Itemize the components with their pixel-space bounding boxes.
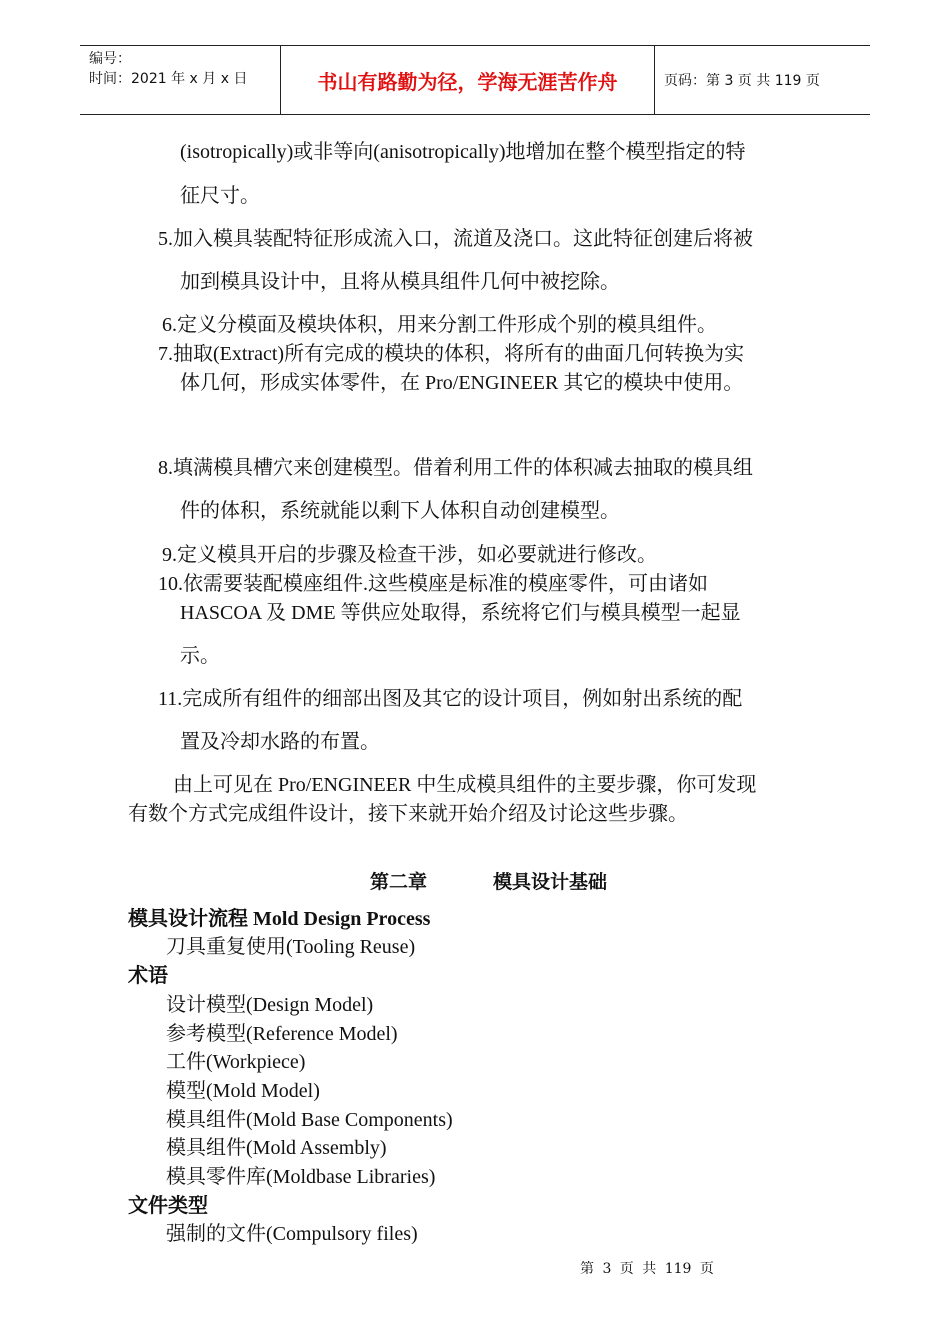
term-item: 模具组件(Mold Base Components) — [166, 1109, 453, 1131]
step-7-line: 体几何，形成实体零件，在 Pro/ENGINEER 其它的模块中使用。 — [180, 372, 744, 394]
file-type-item: 强制的文件(Compulsory files) — [166, 1223, 418, 1245]
step-10-line: 10.依需要装配模座组件.这些模座是标准的模座零件，可由诸如 — [158, 573, 708, 595]
header-page-info: 页码：第 3 页 共 119 页 — [664, 73, 820, 89]
chapter-number: 第二章 — [370, 871, 428, 893]
step-11-line: 11.完成所有组件的细部出图及其它的设计项目，例如射出系统的配 — [158, 688, 743, 710]
chapter-title: 模具设计基础 — [493, 871, 608, 893]
outline-item: 刀具重复使用(Tooling Reuse) — [166, 936, 416, 958]
page-header — [80, 45, 870, 115]
section-heading: 模具设计流程 Mold Design Process — [128, 908, 431, 930]
term-item: 模具零件库(Moldbase Libraries) — [166, 1166, 436, 1188]
term-item: 模具组件(Mold Assembly) — [166, 1137, 387, 1159]
body-line: (isotropically)或非等向(anisotropically)地增加在整个模型指定的特 — [180, 141, 746, 163]
header-page-cell — [655, 46, 870, 114]
section-heading: 文件类型 — [128, 1195, 208, 1217]
term-item: 设计模型(Design Model) — [166, 994, 374, 1016]
summary-line: 由上可见在 Pro/ENGINEER 中生成模具组件的主要步骤，你可发现 — [173, 774, 757, 796]
header-motto: 书山有路勤为径，学海无涯苦作舟 — [281, 46, 655, 114]
page-footer: 第 3 页 共 119 页 — [580, 1261, 714, 1277]
header-meta-cell — [80, 46, 281, 114]
term-item: 工件(Workpiece) — [166, 1051, 306, 1073]
step-7-line: 7.抽取(Extract)所有完成的模块的体积，将所有的曲面几何转换为实 — [158, 343, 745, 365]
header-time-label: 时间：2021 年 x 月 x 日 — [89, 71, 248, 87]
step-6-line: 6.定义分模面及模块体积，用来分割工件形成个别的模具组件。 — [162, 314, 717, 336]
step-8-line: 8.填满模具槽穴来创建模型。借着利用工件的体积减去抽取的模具组 — [158, 457, 753, 479]
step-5-line: 加到模具设计中，且将从模具组件几何中被挖除。 — [180, 271, 620, 293]
section-heading: 术语 — [128, 965, 168, 987]
summary-line: 有数个方式完成组件设计，接下来就开始介绍及讨论这些步骤。 — [128, 803, 688, 825]
term-item: 参考模型(Reference Model) — [166, 1023, 398, 1045]
step-8-line: 件的体积，系统就能以剩下人体积自动创建模型。 — [180, 500, 620, 522]
term-item: 模型(Mold Model) — [166, 1080, 320, 1102]
step-10-line: HASCOA 及 DME 等供应处取得，系统将它们与模具模型一起显 — [180, 602, 741, 624]
body-line: 征尺寸。 — [180, 185, 260, 207]
step-9-line: 9.定义模具开启的步骤及检查干涉，如必要就进行修改。 — [162, 544, 657, 566]
header-number-label: 编号： — [89, 51, 131, 67]
step-10-line: 示。 — [180, 645, 220, 667]
step-11-line: 置及冷却水路的布置。 — [180, 731, 380, 753]
step-5-line: 5.加入模具装配特征形成流入口，流道及浇口。这此特征创建后将被 — [158, 228, 753, 250]
